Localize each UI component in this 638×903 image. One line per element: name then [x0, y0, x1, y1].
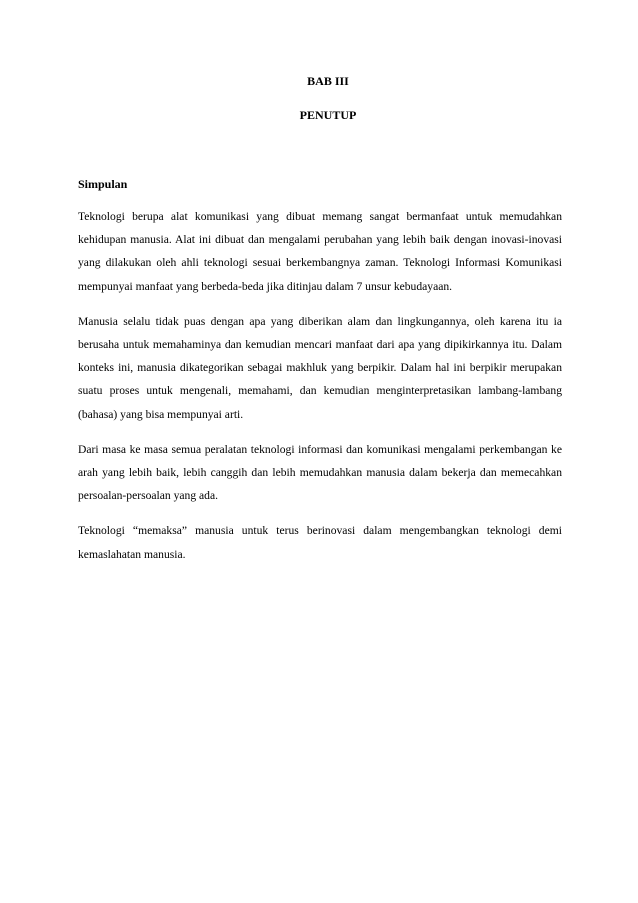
paragraph-1: Teknologi berupa alat komunikasi yang dibuat memang sangat bermanfaat untuk memudahkan kehidupan manusia. Alat ini dibuat dan mengalami perubahan yang lebih baik dengan inovasi-inovasi yang dilakukan oleh ahli teknologi sesuai berkembangnya zaman. Teknologi Informasi Komunikasi mempunyai manfaat yang berbeda-beda jika ditinjau dalam 7 unsur kebudayaan.: [78, 210, 562, 293]
chapter-heading: BAB III: [307, 74, 349, 88]
section-heading: Simpulan: [78, 177, 128, 191]
paragraph-2: Manusia selalu tidak puas dengan apa yang diberikan alam dan lingkungannya, oleh karena itu ia berusaha untuk memahaminya dan kemudian mencari manfaat dari apa yang dipikirkannya itu. Dalam konteks ini, manusia dikategorikan sebagai makhluk yang berpikir. Dalam hal ini berpikir merupakan suatu proses untuk mengenali, memahami, dan kemudian menginterpretasikan lambang-lambang (bahasa) yang bisa mempunyai arti.: [78, 314, 562, 421]
chapter-title: PENUTUP: [299, 108, 357, 122]
body-text: [78, 205, 562, 578]
paragraph-3: Dari masa ke masa semua peralatan teknologi informasi dan komunikasi mengalami perkembangan ke arah yang lebih baik, lebih canggih dan lebih memudahkan manusia dalam bekerja dan memecahkan persoalan-persoalan yang ada.: [78, 442, 562, 503]
paragraph-4: Teknologi “memaksa” manusia untuk terus berinovasi dalam mengembangkan teknologi demi kemaslahatan manusia.: [78, 524, 562, 561]
